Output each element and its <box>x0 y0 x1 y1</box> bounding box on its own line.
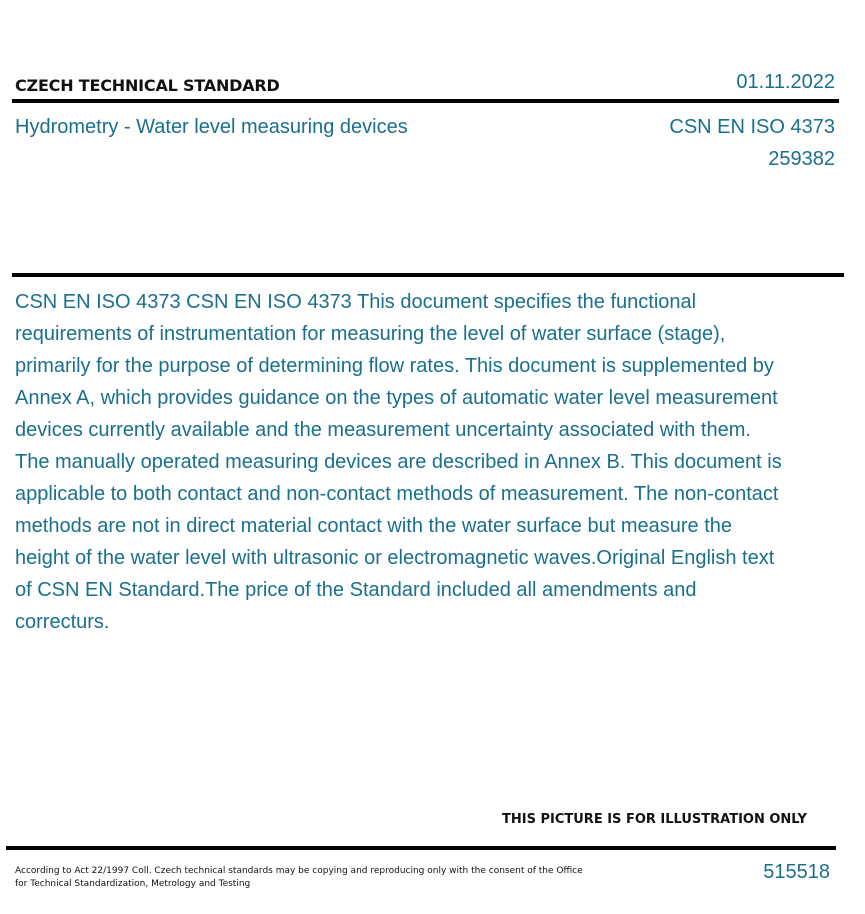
section-divider <box>12 273 844 277</box>
publication-date: 01.11.2022 <box>736 71 835 93</box>
legal-notice <box>15 865 585 891</box>
product-id: 515518 <box>763 861 830 883</box>
header-divider <box>12 99 839 103</box>
document-type-label: CZECH TECHNICAL STANDARD <box>15 76 280 95</box>
catalog-number: 259382 <box>768 148 835 170</box>
legal-notice-line-2: for Technical Standardization, Metrology and Testing <box>15 879 251 889</box>
standard-title: Hydrometry - Water level measuring devices <box>15 116 408 138</box>
standard-description: CSN EN ISO 4373 CSN EN ISO 4373 This document specifies the functional requirements of instrumentation for measuring the level of water surface (stage), primarily for the purpose of determining flow rates. This document is supplemented by Annex A, which provides guidance on the types of automatic water level measurement devices currently available and the measurement uncertainty associated with them. The manually operated measuring devices are described in Annex B. This document is applicable to both contact and non-contact methods of measurement. The non-contact methods are not in direct material contact with the water surface but measure the height of the water level with ultrasonic or electromagnetic waves.Original English text of CSN EN Standard.The price of the Standard included all amendments and correcturs. <box>15 291 782 633</box>
footer-divider <box>6 846 836 850</box>
legal-notice-line-1: According to Act 22/1997 Coll. Czech technical standards may be copying and reproducing only with the consent of the Office <box>15 866 583 876</box>
illustration-disclaimer: THIS PICTURE IS FOR ILLUSTRATION ONLY <box>502 812 807 827</box>
standard-number: CSN EN ISO 4373 <box>669 116 835 138</box>
